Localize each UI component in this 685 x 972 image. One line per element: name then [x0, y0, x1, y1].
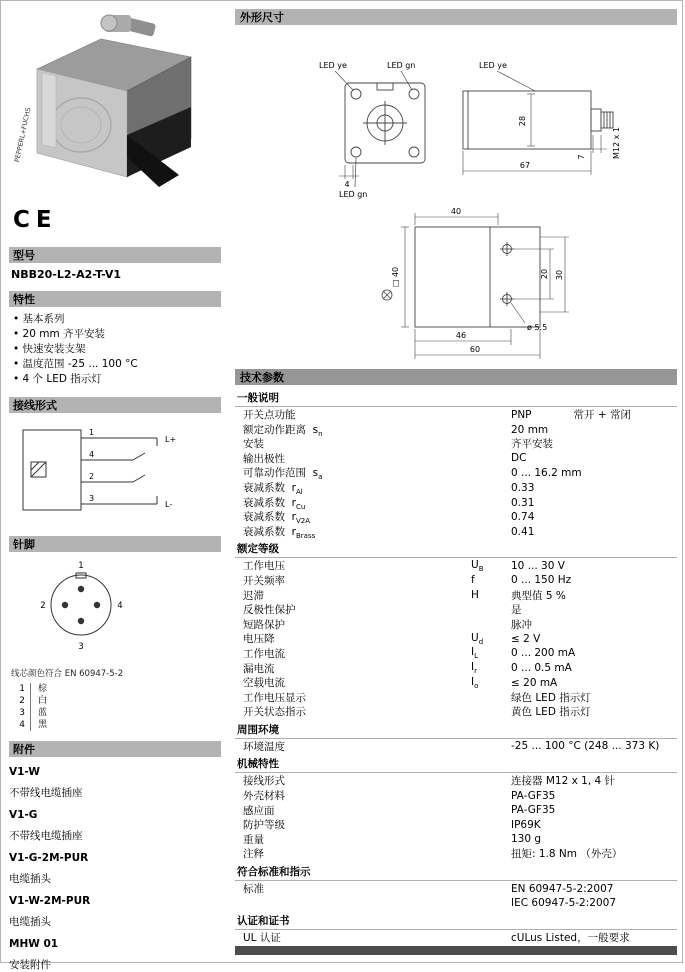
- tech-row-value: [511, 897, 677, 909]
- tech-value-text: EN 60947-5-2:2007: [511, 882, 614, 895]
- tech-label-symbol: $r_{Brass}$: [285, 525, 316, 540]
- tech-row-label: 迟滞: [243, 589, 264, 602]
- tech-row-label: 接线形式: [243, 775, 285, 788]
- tech-row-value: [511, 617, 677, 632]
- tech-row-value: [511, 790, 677, 802]
- section-header-pinout: 针脚: [9, 536, 221, 552]
- tech-value-text: cULus Listed，一般要求: [511, 932, 630, 945]
- tech-row-label: 衰减系数 $r_{V2A}$: [243, 511, 311, 526]
- tech-value-text: PA-GF35: [511, 804, 556, 817]
- wire-color-table: [15, 683, 221, 731]
- tech-label-symbol: $r_{Al}$: [285, 481, 303, 497]
- tech-row: [235, 896, 677, 911]
- tech-row-value: [511, 883, 677, 895]
- tech-row: [235, 495, 677, 510]
- tech-value-text: 0 ... 16.2 mm: [511, 467, 582, 480]
- tech-row-label: 输出极性: [243, 452, 285, 465]
- dim-dia55: ø 5.5: [527, 323, 548, 332]
- dia-leader: [511, 303, 525, 323]
- tech-row: [235, 588, 677, 603]
- tech-row-value: [511, 407, 677, 422]
- tech-value-text: IP69K: [511, 818, 541, 831]
- tech-value-text: 是: [511, 604, 522, 617]
- tech-value-text: 0 ... 150 Hz: [511, 574, 572, 587]
- tech-row: [235, 846, 677, 861]
- accessory-name: V1-W-2M-PUR: [9, 895, 91, 907]
- tech-row-label: 可靠动作范围 $s_a$: [243, 467, 323, 482]
- tech-row-label: 额定动作距离 $s_n$: [243, 423, 323, 438]
- dim-sq40-lines: [401, 227, 409, 327]
- tech-label-symbol: $r_{Cu}$: [285, 496, 306, 511]
- tech-row-value: [511, 662, 677, 674]
- tech-value-text: DC: [511, 452, 527, 465]
- dim-46-60-lines: [415, 329, 540, 359]
- wire-pin-number: 3: [15, 707, 31, 719]
- tech-row-symbol: H: [471, 589, 479, 602]
- tech-row-value: [511, 482, 677, 494]
- dim-7: 7: [577, 154, 586, 160]
- wire-color-note: 线芯颜色符合 EN 60947-5-2: [11, 669, 124, 679]
- tech-row: [235, 646, 677, 661]
- tech-row-label: UL 认证: [243, 932, 281, 945]
- dim-60: 60: [469, 345, 481, 354]
- pinout-pin-bottom: 3: [78, 642, 84, 652]
- pinout-diagram: [23, 557, 221, 657]
- photo-cube: [13, 39, 191, 187]
- tech-value-text: 20 mm: [511, 423, 549, 436]
- tech-row-value: [511, 526, 677, 538]
- tech-row: [235, 617, 677, 632]
- bottom-view: [415, 227, 540, 327]
- tech-row: [235, 930, 677, 945]
- tech-row-label: 衰减系数 $r_{Brass}$: [243, 525, 316, 540]
- tech-row: [235, 602, 677, 617]
- section-header-features: 特性: [9, 291, 221, 307]
- section-header-connection: 接线形式: [9, 397, 221, 413]
- tech-value-text: PA-GF35: [511, 789, 556, 802]
- pinout-pin-right: 4: [117, 601, 123, 611]
- wiring-lplus-label: L+: [165, 435, 177, 444]
- tech-value-text: 连接器 M12 x 1, 4 针: [511, 775, 616, 788]
- led-label-ye-right: LED ye: [479, 61, 507, 70]
- wire-color-name: 蓝: [38, 708, 48, 718]
- tech-row-value: [511, 602, 677, 617]
- tech-row-label: 衰减系数 $r_{Cu}$: [243, 496, 306, 511]
- tech-row: [235, 422, 677, 437]
- tech-row-value: [511, 588, 677, 603]
- tech-row-symbol: $U_d$: [471, 631, 484, 646]
- tech-row-value: [511, 497, 677, 509]
- wiring-pin-3: 3: [89, 494, 95, 503]
- tech-value-text: 0.74: [511, 511, 535, 524]
- tech-row: [235, 788, 677, 803]
- tech-row-label: 衰减系数 $r_{Al}$: [243, 481, 303, 497]
- tech-row-value: [511, 804, 677, 816]
- tech-row-label: 工作电压: [243, 560, 285, 573]
- accessory-desc: 不带线电缆插座: [9, 830, 83, 842]
- tech-row-value: [511, 740, 677, 752]
- wiring-diagram: [15, 418, 221, 526]
- wire-pin-number: 2: [15, 695, 31, 707]
- tech-row-label: 工作电压显示: [243, 691, 306, 704]
- tech-value-text: -25 ... 100 °C (248 ... 373 K): [511, 740, 660, 753]
- tech-value-text: 0.33: [511, 482, 535, 495]
- tech-row-label: 标准: [243, 883, 264, 896]
- tech-section-title: 机械特性: [235, 753, 677, 773]
- tech-value-text: 0.41: [511, 525, 535, 538]
- accessory-desc: 不带线电缆插座: [9, 787, 83, 799]
- tech-row-label: 开关状态指示: [243, 706, 306, 719]
- model-number: NBB20-L2-A2-T-V1: [11, 268, 122, 281]
- tech-row-label: 短路保护: [243, 618, 285, 631]
- tech-row: [235, 773, 677, 788]
- dim-4: 4: [344, 180, 350, 189]
- wire-pin-number: 1: [15, 683, 31, 695]
- tech-row-symbol: f: [471, 574, 475, 587]
- tech-row-label: 电压降: [243, 633, 275, 646]
- wiring-pin-1: 1: [89, 428, 95, 437]
- feature-item: • 基本系列: [13, 312, 221, 327]
- dimension-drawing: [235, 27, 677, 365]
- tech-section-title: 符合标准和指示: [235, 861, 677, 881]
- feature-item: • 快速安装支架: [13, 342, 221, 357]
- accessory-name: MHW 01: [9, 938, 59, 950]
- tech-row-label: 工作电流: [243, 647, 285, 660]
- tech-row-value: [511, 424, 677, 436]
- footer-bar: [235, 946, 677, 955]
- dim-67: 67: [519, 161, 531, 170]
- tech-value-text: 0 ... 0.5 mA: [511, 662, 572, 674]
- tech-row-label: 重量: [243, 833, 264, 846]
- tech-row-label: 环境温度: [243, 740, 285, 753]
- accessory-desc: 安装附件: [9, 959, 51, 971]
- dim-20: 20: [540, 268, 549, 280]
- wire-color-name: 棕: [38, 684, 48, 694]
- tech-value-text: 黄色 LED 指示灯: [511, 706, 591, 719]
- tech-row-value: [511, 574, 677, 586]
- led-label-gn-top: LED gn: [387, 61, 416, 70]
- tech-row-value: [511, 467, 677, 479]
- tech-row-value: [511, 773, 677, 788]
- tech-row-label: 空载电流: [243, 677, 285, 690]
- wire-color-name: 黑: [38, 720, 48, 730]
- tech-row-value: [511, 647, 677, 659]
- tech-row-label: 漏电流: [243, 662, 275, 675]
- led-label-ye-top: LED ye: [319, 61, 347, 70]
- accessory-name: V1-W: [9, 766, 40, 778]
- wire-color-row: [15, 683, 221, 695]
- tech-row: [235, 817, 677, 832]
- tech-row: [235, 451, 677, 466]
- tech-row: [235, 631, 677, 646]
- tech-row-value: [511, 560, 677, 572]
- side-view: [463, 91, 613, 149]
- tech-value-text: 典型值 5 %: [511, 589, 566, 602]
- feature-item: • 20 mm 齐平安装: [13, 327, 221, 342]
- accessory-name: V1-G: [9, 809, 38, 821]
- tech-row: [235, 881, 677, 896]
- tech-value-text: 脉冲: [511, 618, 532, 631]
- front-view: [345, 83, 425, 163]
- tech-label-symbol: $s_a$: [306, 467, 323, 482]
- tech-section-title: 一般说明: [235, 387, 677, 407]
- dim-28-lines: [527, 94, 535, 146]
- tech-row: [235, 704, 677, 719]
- tech-value-text: ≤ 2 V: [511, 632, 541, 645]
- section-header-dimensions: 外形尺寸: [235, 9, 677, 25]
- wiring-pin-2: 2: [89, 472, 95, 481]
- dim-28: 28: [518, 115, 527, 127]
- tech-value-text: ≤ 20 mA: [511, 676, 558, 689]
- tech-row-value: [511, 633, 677, 645]
- tech-row: [235, 407, 677, 422]
- tech-row: [235, 573, 677, 588]
- tech-row: [235, 480, 677, 495]
- left-column: [1, 1, 227, 971]
- tech-row: [235, 558, 677, 573]
- tech-section-title: 认证和证书: [235, 910, 677, 930]
- accessory-name: V1-G-2M-PUR: [9, 852, 89, 864]
- tech-row: [235, 465, 677, 480]
- features-list: [13, 312, 221, 387]
- accessories-list: [9, 766, 221, 972]
- tech-row-value: [511, 819, 677, 831]
- tech-value-text: 扭矩: 1.8 Nm （外壳）: [511, 848, 623, 861]
- dim-30: 30: [555, 269, 564, 281]
- tech-row-value: [511, 833, 677, 845]
- wire-pin-number: 4: [15, 719, 31, 731]
- tech-row-label: 防护等级: [243, 819, 285, 832]
- tech-row-symbol: $I_r$: [471, 660, 477, 676]
- tech-row-label: 外壳材料: [243, 790, 285, 803]
- feature-item: • 温度范围 -25 ... 100 °C: [13, 357, 221, 372]
- tech-section-title: 周围环境: [235, 719, 677, 739]
- tech-row-value: [511, 677, 677, 689]
- tech-row-symbol: $I_L$: [471, 646, 479, 661]
- feature-item: • 4 个 LED 指示灯: [13, 372, 221, 387]
- tech-row-label: 开关点功能: [243, 409, 296, 421]
- product-photo-drawing: [9, 7, 215, 195]
- tech-row-value: [511, 511, 677, 523]
- tech-label-symbol: $r_{V2A}$: [285, 511, 311, 526]
- pinout-pin-left: 2: [40, 601, 46, 611]
- tech-row-symbol: $U_B$: [471, 558, 484, 573]
- dim-7-lines: [587, 135, 607, 153]
- pinout-drawing: [23, 557, 143, 653]
- screw-symbol: [382, 290, 392, 300]
- tech-row: [235, 675, 677, 690]
- accessory-desc: 电缆插头: [9, 873, 51, 885]
- tech-row: [235, 832, 677, 847]
- tech-row-symbol: $I_o$: [471, 675, 479, 690]
- dim-40: 40: [450, 207, 462, 216]
- wiring-diagram-drawing: [15, 418, 205, 522]
- tech-row-value: [511, 846, 677, 861]
- tech-value-text: 0 ... 200 mA: [511, 647, 576, 660]
- tech-row-label: 注释: [243, 848, 264, 861]
- wire-color-name: 白: [38, 696, 48, 706]
- ce-mark: CE: [13, 207, 58, 233]
- tech-row: [235, 661, 677, 676]
- led-leader-lines: [335, 71, 535, 187]
- tech-row: [235, 509, 677, 524]
- dim-m12: M12 x 1: [612, 127, 621, 159]
- tech-row-label: 安装: [243, 438, 264, 451]
- tech-value-extra: 常开 + 常闭: [573, 409, 632, 421]
- right-column: [227, 1, 685, 962]
- wire-color-row: [15, 707, 221, 719]
- tech-value-text: 10 ... 30 V: [511, 559, 565, 572]
- tech-value-text: 齐平安装: [511, 438, 553, 451]
- product-photo: [9, 7, 215, 195]
- tech-sections: [235, 387, 677, 945]
- tech-row-value: [511, 704, 677, 719]
- photo-connector: [101, 15, 156, 37]
- wire-color-row: [15, 719, 221, 731]
- dim-sq40: □ 40: [391, 266, 400, 288]
- tech-row-value: [511, 436, 677, 451]
- tech-row-label: 反极性保护: [243, 604, 296, 617]
- photo-brand-text: PEPPERL+FUCHS: [13, 106, 33, 163]
- tech-section-title: 额定等级: [235, 538, 677, 558]
- accessory-desc: 电缆插头: [9, 916, 51, 928]
- pinout-pin-top: 1: [78, 561, 84, 571]
- tech-value-text: IEC 60947-5-2:2007: [511, 896, 616, 909]
- tech-row-label: 开关频率: [243, 574, 285, 587]
- tech-value-text: 130 g: [511, 833, 542, 846]
- section-header-model: 型号: [9, 247, 221, 263]
- led-label-gn-bottom: LED gn: [339, 190, 368, 199]
- dim-46: 46: [455, 331, 467, 340]
- wire-color-row: [15, 695, 221, 707]
- tech-row: [235, 739, 677, 754]
- tech-row-label: 感应面: [243, 804, 275, 817]
- tech-row: [235, 803, 677, 818]
- tech-row: [235, 690, 677, 705]
- tech-row-value: [511, 452, 677, 464]
- tech-value-text: 0.31: [511, 496, 535, 509]
- wiring-pin-4: 4: [89, 450, 95, 459]
- tech-row: [235, 524, 677, 539]
- tech-value-text: PNP: [511, 409, 532, 421]
- tech-row-value: [511, 930, 677, 945]
- tech-value-text: 绿色 LED 指示灯: [511, 691, 591, 704]
- section-header-accessories: 附件: [9, 741, 221, 757]
- wiring-lminus-label: L-: [165, 500, 173, 509]
- tech-row-value: [511, 690, 677, 705]
- section-header-tech: 技术参数: [235, 369, 677, 385]
- tech-row: [235, 436, 677, 451]
- tech-label-symbol: $s_n$: [306, 423, 323, 438]
